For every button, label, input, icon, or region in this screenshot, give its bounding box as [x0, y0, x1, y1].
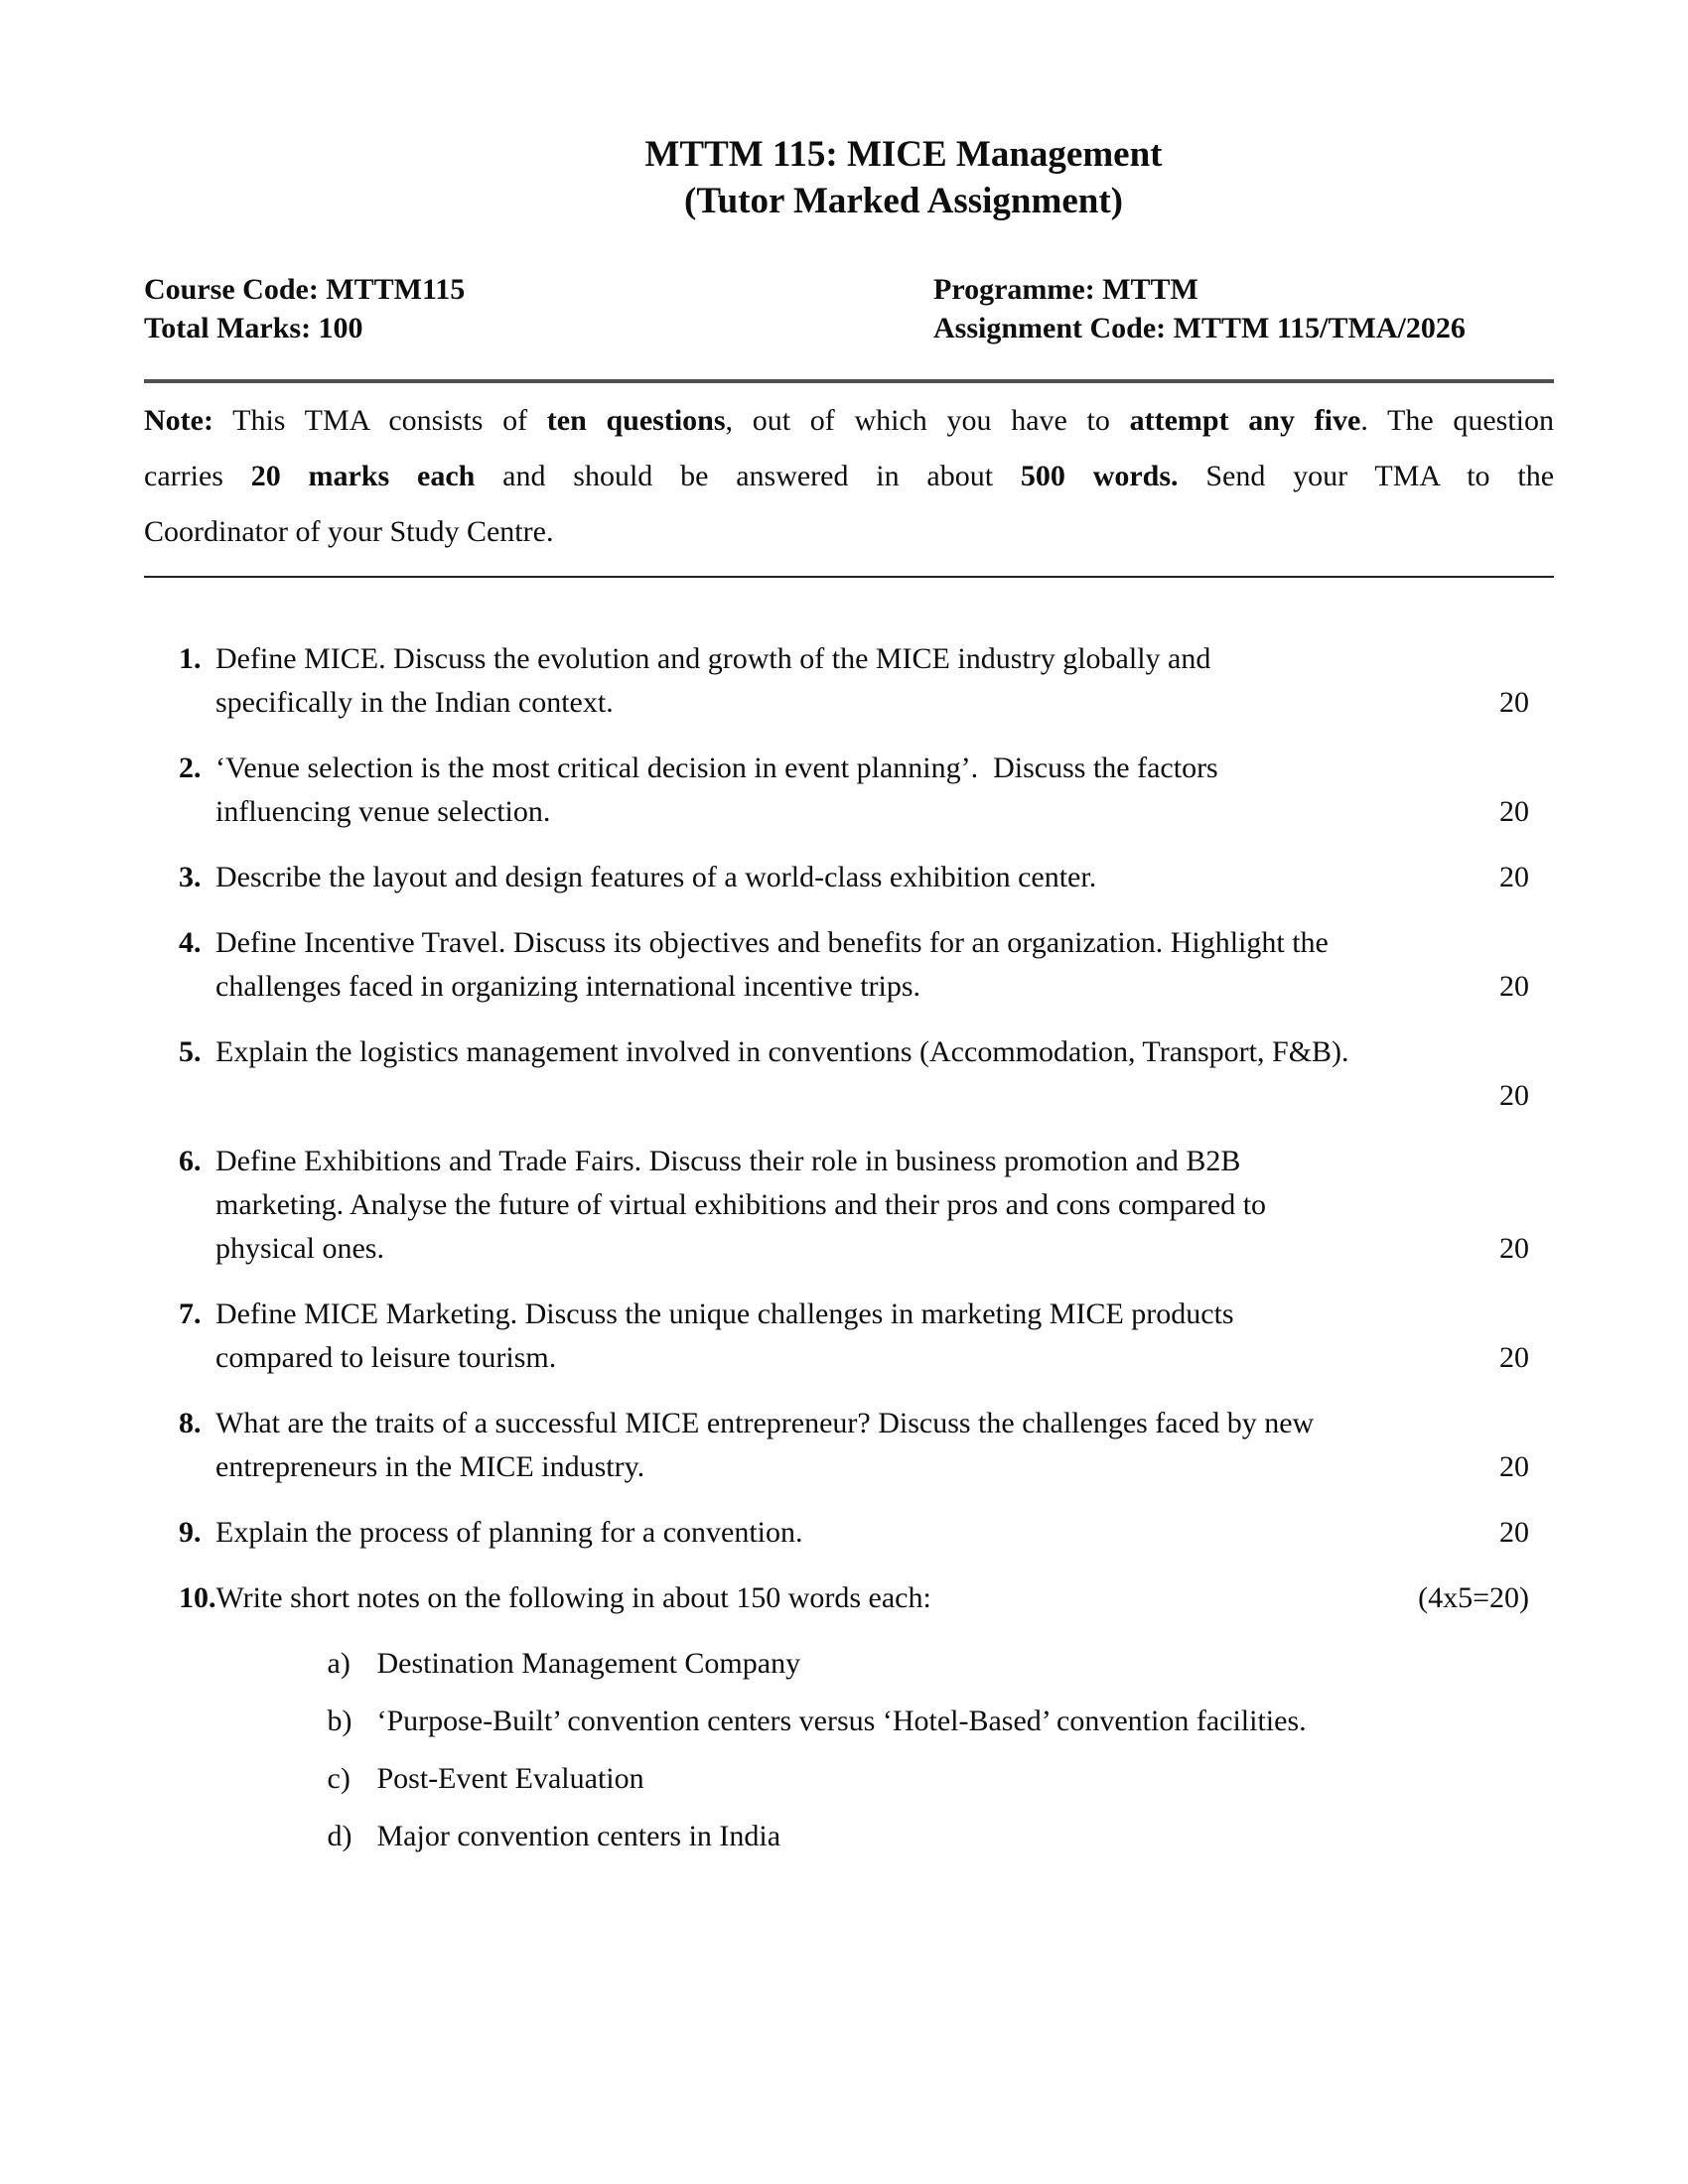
question-item-3	[179, 856, 1554, 899]
course-code: Course Code: MTTM115	[144, 273, 466, 306]
question-list	[144, 637, 1554, 1858]
note-paragraph	[144, 393, 1554, 560]
question-line	[215, 681, 1554, 725]
question-line	[216, 1576, 1555, 1620]
header-block	[144, 270, 1554, 347]
question-item-7	[179, 1293, 1554, 1380]
question-line	[215, 1445, 1554, 1489]
question-line	[215, 1511, 1554, 1555]
note-text: , out of which you have to	[725, 404, 1130, 437]
subitem-label: c)	[327, 1762, 351, 1795]
question-number: 9.	[179, 1516, 202, 1549]
question-line: What are the traits of a successful MICE entrepreneur? Discuss the challenges faced by new	[215, 1407, 1315, 1439]
question-text	[215, 1402, 1554, 1489]
note-line	[144, 504, 1554, 560]
subitem-a	[216, 1642, 1555, 1686]
question-number: 2.	[179, 751, 202, 784]
subitem-text: Destination Management Company	[376, 1647, 801, 1680]
subitem-c	[216, 1757, 1555, 1801]
subitem-label: b)	[327, 1705, 352, 1737]
question-line: Define MICE. Discuss the evolution and growth of the MICE industry globally and	[215, 642, 1211, 675]
question-text	[215, 1140, 1554, 1271]
question-line-text: Explain the process of planning for a convention.	[215, 1516, 803, 1549]
marks-value: 20	[1499, 795, 1529, 828]
header-right-column	[933, 270, 1554, 347]
horizontal-rule-bottom	[144, 576, 1554, 578]
doc-subtitle: (Tutor Marked Assignment)	[684, 181, 1123, 221]
note-text: Send your TMA to the	[1178, 460, 1555, 492]
question-text	[215, 1030, 1554, 1118]
question-item-9	[179, 1511, 1554, 1555]
question-line	[215, 1074, 1554, 1118]
question-line	[215, 1227, 1554, 1271]
subitem-d	[216, 1815, 1555, 1858]
question-text	[215, 747, 1554, 834]
question-item-8	[179, 1402, 1554, 1489]
question-text	[216, 1576, 1555, 1858]
marks-value: 20	[1499, 1079, 1529, 1112]
question-line: marketing. Analyse the future of virtual exhibitions and their pros and cons compared to	[215, 1188, 1267, 1221]
marks-value: 20	[1499, 686, 1529, 719]
subitem-text: Major convention centers in India	[376, 1820, 781, 1852]
marks-value: 20	[1499, 1516, 1529, 1549]
header-left-column	[144, 270, 933, 347]
question-line: Explain the logistics management involved in conventions (Accommodation, Transport, F&B).	[215, 1035, 1349, 1068]
question-line-text: influencing venue selection.	[215, 795, 551, 828]
marks-value: 20	[1499, 861, 1529, 893]
note-text: and should be answered in about	[475, 460, 1021, 492]
doc-title: MTTM 115: MICE Management	[644, 134, 1163, 175]
question-text	[215, 856, 1554, 899]
question-text	[215, 921, 1554, 1009]
question-item-10	[179, 1576, 1554, 1858]
note-line	[144, 449, 1554, 504]
question-line: Define MICE Marketing. Discuss the unique challenges in marketing MICE products	[215, 1297, 1234, 1330]
note-text: Coordinator of your Study Centre.	[144, 515, 554, 548]
title-block	[144, 131, 1554, 224]
question-line-text: physical ones.	[215, 1232, 384, 1265]
note-text: attempt any five	[1129, 404, 1361, 437]
note-text: 20 marks each	[250, 460, 476, 492]
subitem-text: ‘Purpose-Built’ convention centers versus ‘Hotel-Based’ convention facilities.	[376, 1705, 1307, 1737]
note-text: 500 words.	[1020, 460, 1179, 492]
note-line	[144, 393, 1554, 449]
question-item-4	[179, 921, 1554, 1009]
question-line	[215, 965, 1554, 1009]
note-text: Note:	[144, 404, 213, 437]
question-line-text: challenges faced in organizing international incentive trips.	[215, 970, 921, 1003]
question-line: Define Incentive Travel. Discuss its objectives and benefits for an organization. Highlight the	[215, 926, 1329, 959]
question-line-text: Write short notes on the following in about 150 words each:	[215, 1581, 931, 1614]
programme: Programme: MTTM	[933, 273, 1198, 306]
marks-value: 20	[1499, 1450, 1529, 1483]
note-text: This TMA consists of	[212, 404, 547, 437]
marks-value: 20	[1499, 1341, 1529, 1374]
question-line-text: specifically in the Indian context.	[215, 686, 614, 719]
subitem-text: Post-Event Evaluation	[376, 1762, 644, 1795]
question-line-text: entrepreneurs in the MICE industry.	[215, 1450, 645, 1483]
question-line-text: Describe the layout and design features of a world-class exhibition center.	[215, 861, 1097, 893]
note-text: . The question	[1360, 404, 1555, 437]
question-line: Define Exhibitions and Trade Fairs. Discuss their role in business promotion and B2B	[215, 1145, 1241, 1177]
marks-value: (4x5=20)	[1418, 1581, 1529, 1614]
question-number: 6.	[179, 1145, 202, 1177]
subitem-label: d)	[327, 1820, 352, 1852]
question-line	[215, 1336, 1554, 1380]
question-line-text: compared to leisure tourism.	[215, 1341, 557, 1374]
question-number: 4.	[179, 926, 202, 959]
note-text: ten questions	[546, 404, 726, 437]
question-item-6	[179, 1140, 1554, 1271]
marks-value: 20	[1499, 1232, 1529, 1265]
question-number: 1.	[179, 642, 202, 675]
question-item-2	[179, 747, 1554, 834]
question-line	[215, 856, 1554, 899]
question-text	[215, 1511, 1554, 1555]
question-number: 7.	[179, 1297, 202, 1330]
question-number: 8.	[179, 1407, 202, 1439]
question-item-5	[179, 1030, 1554, 1118]
question-text	[215, 1293, 1554, 1380]
marks-value: 20	[1499, 970, 1529, 1003]
question-text	[215, 637, 1554, 725]
subitem-label: a)	[327, 1647, 351, 1680]
question-line: ‘Venue selection is the most critical decision in event planning’. Discuss the factors	[215, 751, 1218, 784]
question-number: 10.	[179, 1581, 216, 1614]
horizontal-rule-top	[144, 379, 1554, 383]
total-marks: Total Marks: 100	[144, 312, 363, 344]
question-item-1	[179, 637, 1554, 725]
question-number: 5.	[179, 1035, 202, 1068]
question-line	[215, 790, 1554, 834]
note-text: carries	[144, 460, 251, 492]
subitem-b	[216, 1700, 1555, 1743]
assignment-code: Assignment Code: MTTM 115/TMA/2026	[933, 312, 1466, 344]
question-number: 3.	[179, 861, 202, 893]
